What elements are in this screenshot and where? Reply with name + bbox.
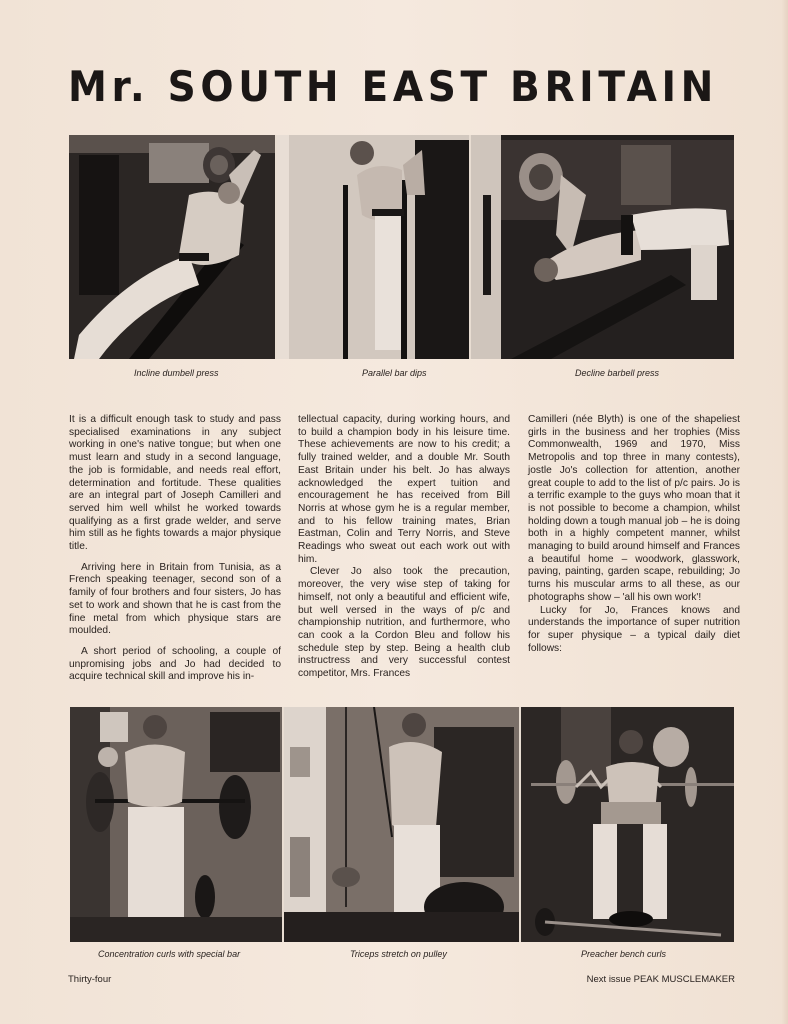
next-issue-teaser: Next issue PEAK MUSCLEMAKER: [586, 974, 735, 985]
paragraph: Clever Jo also took the precaution, moreover, the very wise step of taking for himself, not only a beautiful and efficient wife, but well versed in the ways of p/c and championship nutrition, and furthermore, who can cook a la Cordon Bleu and follow his schedule step by step. Being a health club instructress and very successful contest competitor, Mrs. Frances: [298, 566, 510, 680]
page-number: Thirty-four: [68, 974, 112, 985]
article-column-3: [528, 414, 740, 663]
top-photo-strip: [69, 135, 734, 359]
paragraph: Camilleri (née Blyth) is one of the shapeliest girls in the business and her trophies (Miss Commonwealth, 1969 and 1970, Miss Metropolis and top three in many contests), jostle Jo's collection for attention, another great couple to add to the list of p/c pairs. Jo is a terrific example to the guys who moan that it is not possible to become a champion, whilst holding down a tough manual job – he is doing both in a highly competent manner, whilst managing to build around himself and Frances a beautiful home – woodwork, glasswork, paving, painting, garden scape, rebuilding; Jo turns his muscular arms to all these, as our photographs show – 'all his own work'!: [528, 414, 740, 603]
paragraph: A short period of schooling, a couple of unpromising jobs and Jo had decided to acquire technical skill and improve his in-: [69, 645, 281, 683]
article-column-2: [298, 414, 510, 689]
caption-triceps-stretch: Triceps stretch on pulley: [350, 949, 447, 959]
page-title: Mr. SOUTH EAST BRITAIN: [68, 62, 719, 112]
photo-decline-barbell-press: [471, 135, 734, 359]
caption-decline-barbell-press: Decline barbell press: [575, 368, 660, 378]
photo-concentration-curls: [70, 707, 284, 942]
caption-parallel-bar-dips: Parallel bar dips: [362, 368, 427, 378]
paper-edge: [782, 0, 788, 1024]
caption-preacher-bench-curls: Preacher bench curls: [581, 949, 667, 959]
article-column-1: [69, 414, 281, 692]
bottom-photo-strip: [70, 707, 734, 942]
paragraph: tellectual capacity, during working hours, and to build a champion body in his leisure time. These achievements are now to his credit; a fully trained welder, and a double Mr. South East Britain under his belt. Jo has always acknowledged the expert tuition and encouragement he has received from Bill Norris at whose gym he is a regular member, and to his fellow training mates, Brian Eastman, Colin and Terry Norris, and Steve Readings who sweat out each work out with him.: [298, 414, 510, 565]
caption-concentration-curls: Concentration curls with special bar: [98, 949, 241, 959]
paragraph: Arriving here in Britain from Tunisia, as a French speaking teenager, second son of a family of four brothers and four sisters, Jo has set to work and shown that he is cast from the fine metal from which physique stars are moulded.: [69, 561, 281, 637]
caption-incline-dumbell-press: Incline dumbell press: [134, 368, 219, 378]
photo-triceps-stretch-pulley: [284, 707, 522, 942]
paragraph: It is a difficult enough task to study and pass specialised examinations in any subject working in one's native tongue; but when one must learn and study in a second language, the job is formidable, and needs real effort, determination and fortitude. These qualities are an integral part of Joseph Camilleri and served him well whilst he worked towards qualifying as a first grade welder, and serve him still as he fights towards a major physique title.: [69, 414, 281, 553]
photo-incline-dumbell-press: [69, 135, 277, 359]
photo-parallel-bar-dips: [277, 135, 470, 359]
paragraph: Lucky for Jo, Frances knows and understands the importance of super nutrition for super physique – a typical daily diet follows:: [528, 604, 740, 654]
photo-preacher-bench-curls: [521, 707, 734, 942]
